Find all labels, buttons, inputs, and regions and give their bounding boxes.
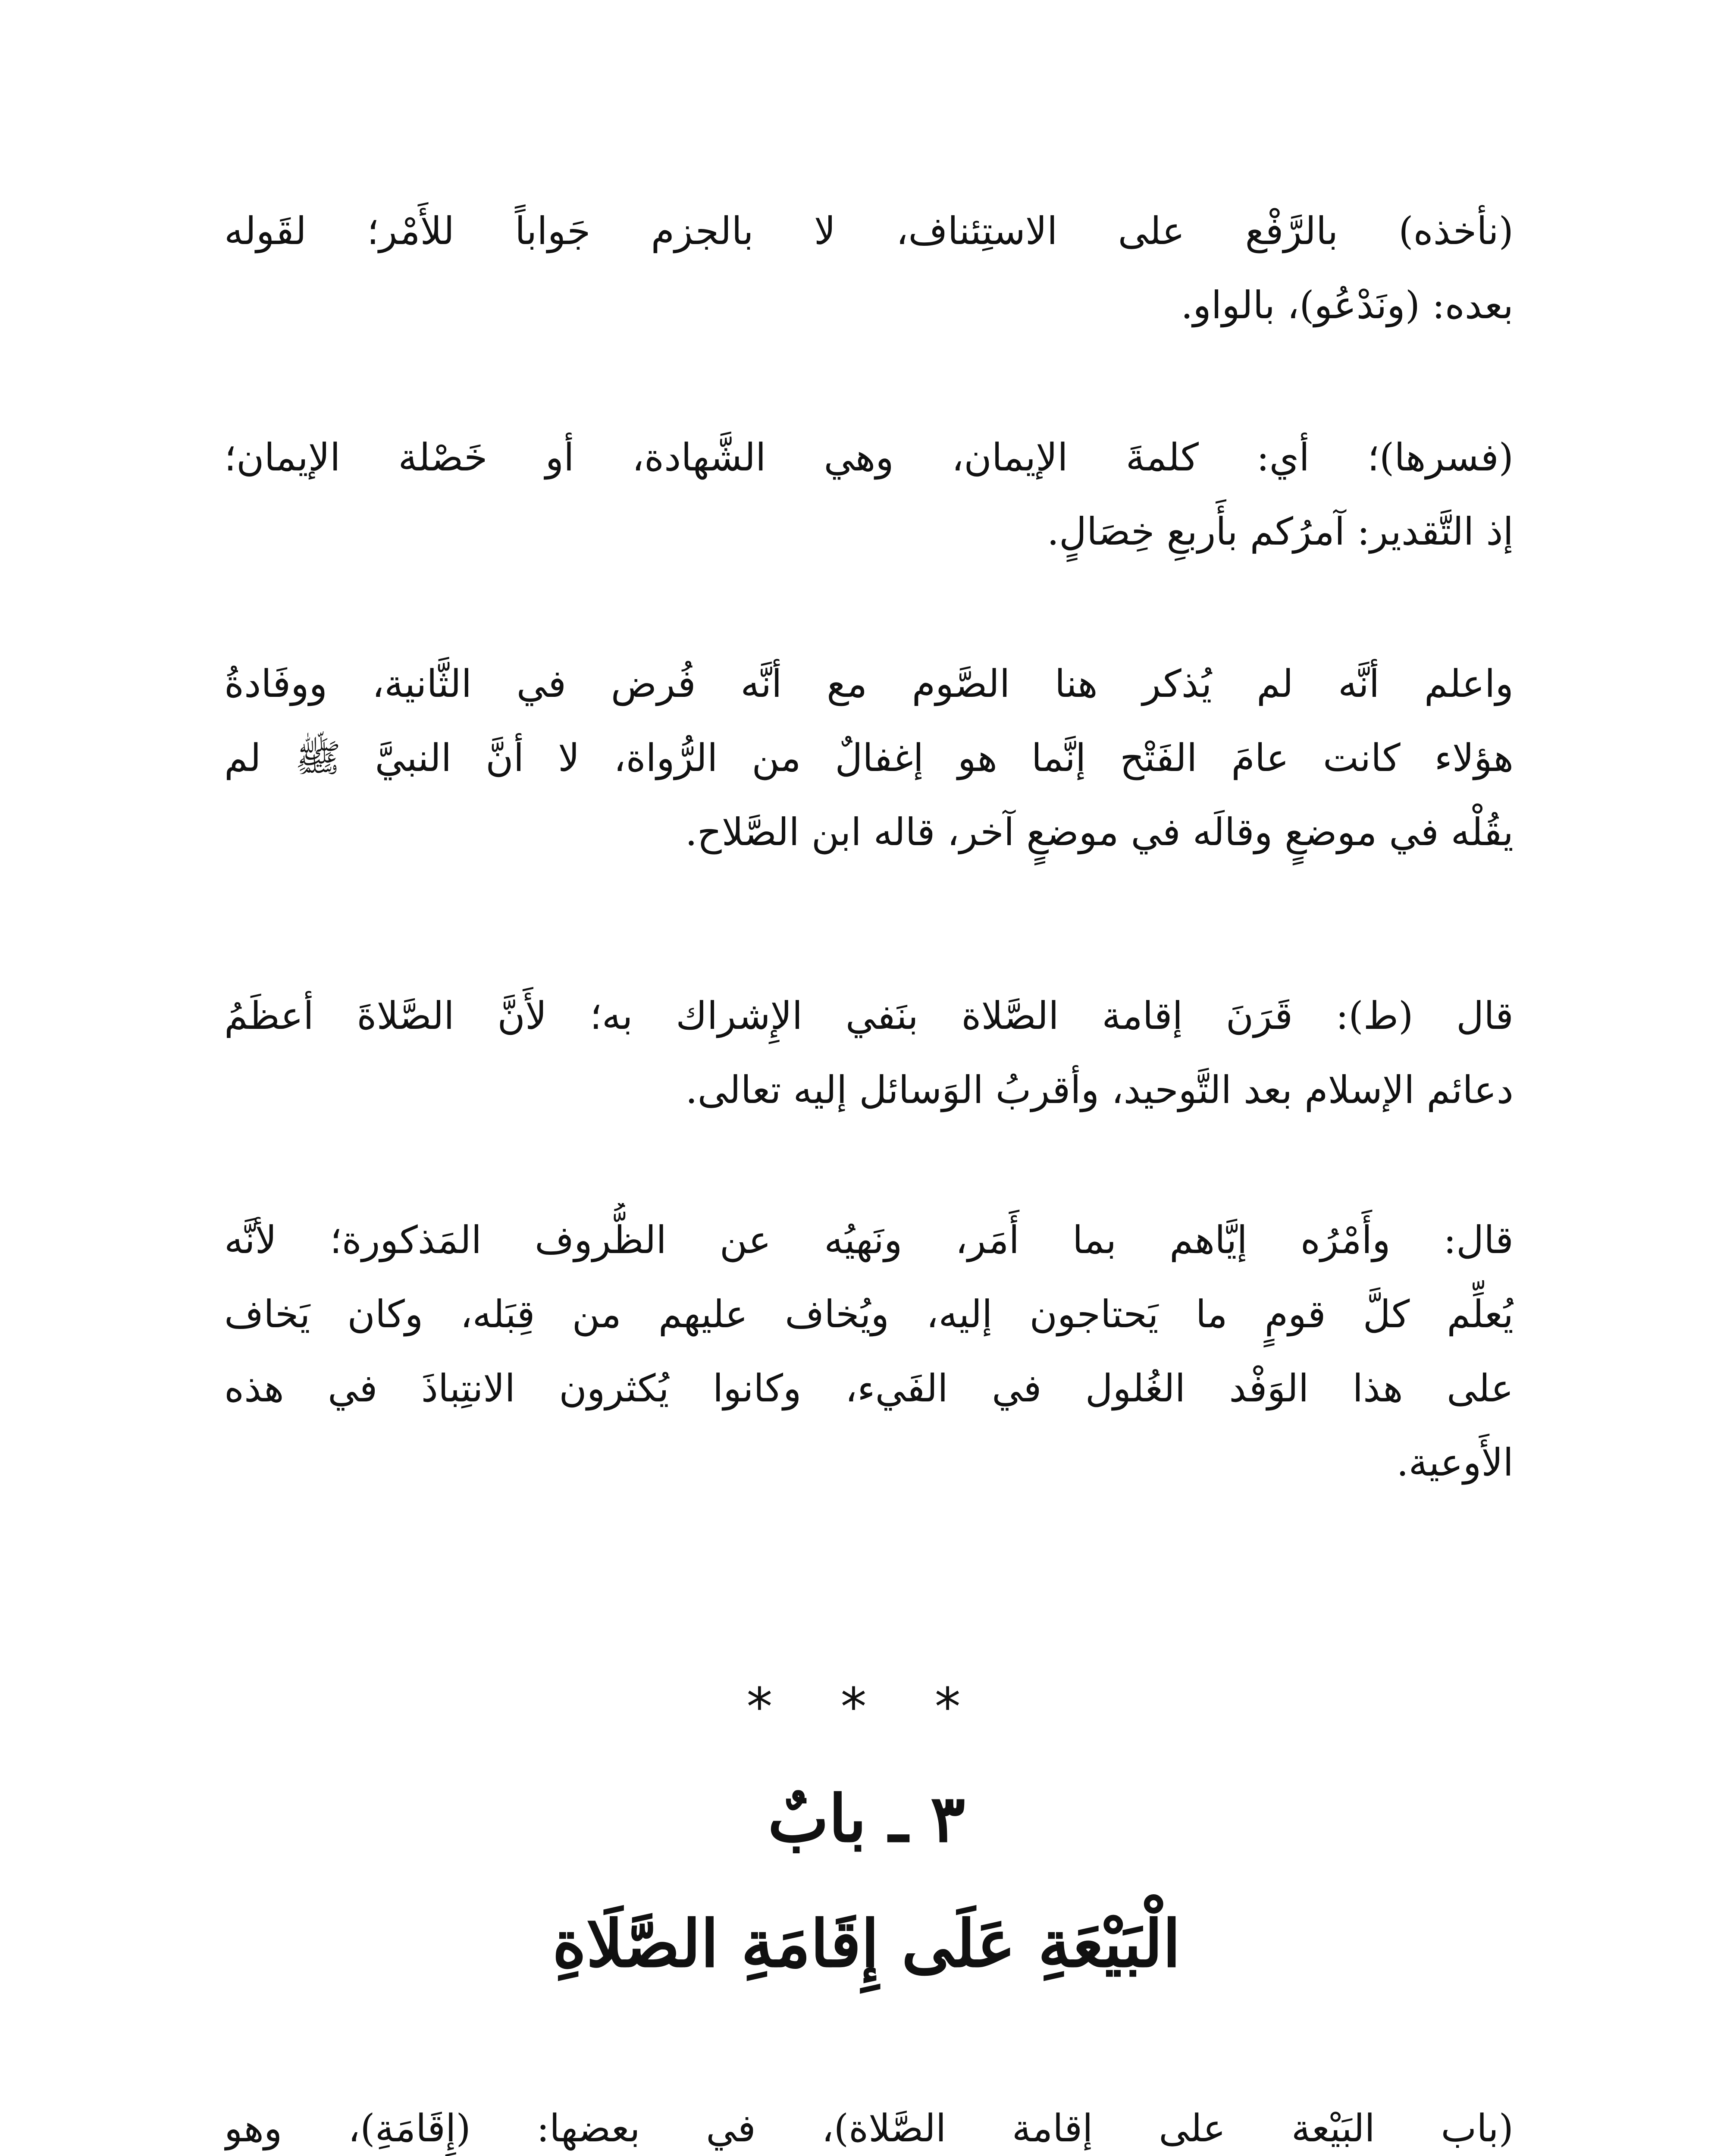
text-line: على هذا الوَفْد الغُلول في الفَيء، وكانوا يُكثرون الانتِباذَ في هذه (224, 1366, 1514, 1410)
text-line: قال: وأَمْرُه إيَّاهم بما أَمَر، ونَهيُه عن الظُّروف المَذكورة؛ لأنَّه (224, 1218, 1514, 1262)
paragraph-4 (224, 979, 1514, 1127)
text-line: الأَوعية. (1396, 1440, 1514, 1485)
section-separator: * * * (746, 1677, 987, 1737)
chapter-number: ٣ ـ بابٌ (768, 1781, 965, 1857)
text-line: بعده: (ونَدْعُو)، بالواو. (1181, 283, 1514, 327)
text-line: هؤلاء كانت عامَ الفَتْح إنَّما هو إغفالٌ من الرُّواة، لا أنَّ النبيَّ ﷺ لم (224, 736, 1514, 780)
text-line: دعائم الإسلام بعد التَّوحيد، وأقربُ الوَسائل إليه تعالى. (685, 1068, 1514, 1112)
text-line: (فسرها)؛ أي: كلمةَ الإيمان، وهي الشَّهادة، أو خَصْلة الإيمان؛ (224, 435, 1514, 479)
text-line: (نأخذه) بالرَّفْع على الاستِئناف، لا بالجزم جَواباً للأَمْر؛ لقَوله (224, 209, 1514, 253)
chapter-paragraph (224, 2091, 1514, 2156)
chapter-title: الْبَيْعَةِ عَلَى إِقَامَةِ الصَّلَاةِ (552, 1906, 1181, 1982)
text-line: يُعلِّم كلَّ قومٍ ما يَحتاجون إليه، ويُخاف عليهم من قِبَله، وكان يَخاف (224, 1292, 1514, 1336)
text-line: قال (ط): قَرَنَ إقامة الصَّلاة بنَفي الإِشراك به؛ لأَنَّ الصَّلاةَ أعظَمُ (224, 993, 1514, 1038)
text-line: (باب البَيْعة على إقامة الصَّلاة)، في بعضها: (إِقَامَةِ)، وهو (224, 2106, 1514, 2150)
paragraph-3 (224, 647, 1514, 869)
paragraph-1 (224, 194, 1514, 342)
text-line: إذ التَّقدير: آمرُكم بأَربعِ خِصَالٍ. (1047, 509, 1514, 554)
paragraph-2 (224, 420, 1514, 569)
text-line: يقُلْه في موضعٍ وقالَه في موضعٍ آخر، قاله ابن الصَّلاح. (685, 810, 1514, 854)
paragraph-5 (224, 1203, 1514, 1500)
text-line: واعلم أنَّه لم يُذكر هنا الصَّوم مع أنَّه فُرض في الثَّانية، ووفَادةُ (224, 661, 1514, 706)
